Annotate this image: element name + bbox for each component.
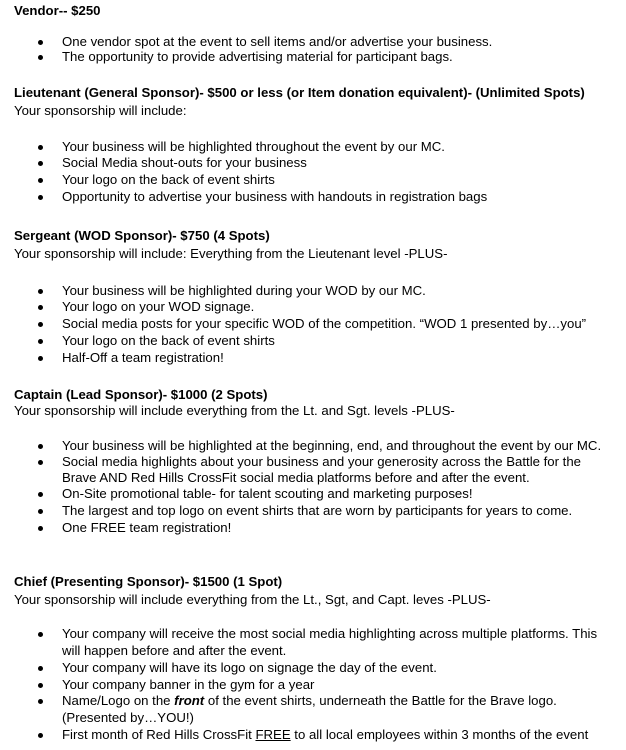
bullet-icon — [38, 178, 43, 183]
bullet-icon — [38, 492, 43, 497]
list-item-text: Name/Logo on the — [62, 693, 175, 708]
list-item-text: of the event shirts, underneath the Battle for the Brave logo. — [204, 693, 557, 708]
bullet-icon — [38, 289, 43, 294]
list-item: Your company banner in the gym for a year — [62, 677, 315, 692]
list-item-continuation: (Presented by…YOU!) — [62, 710, 194, 725]
list-item: Opportunity to advertise your business with handouts in registration bags — [62, 189, 488, 204]
bullet-icon — [38, 733, 43, 738]
list-item: Your company will have its logo on signage the day of the event. — [62, 660, 437, 675]
bullet-icon — [38, 55, 43, 60]
bullet-icon — [38, 339, 43, 344]
underlined-free: FREE — [255, 727, 291, 742]
list-item: On-Site promotional table- for talent scouting and marketing purposes! — [62, 486, 473, 501]
section-intro: Your sponsorship will include: Everything from the Lieutenant level -PLUS- — [14, 246, 448, 261]
bullet-icon — [38, 699, 43, 704]
list-item-continuation: will happen before and after the event. — [62, 643, 287, 658]
list-item: Half-Off a team registration! — [62, 350, 224, 365]
section-intro: Your sponsorship will include: — [14, 103, 187, 118]
bullet-icon — [38, 40, 43, 45]
list-item: One FREE team registration! — [62, 520, 232, 535]
bullet-icon — [38, 526, 43, 531]
section-heading-lieutenant: Lieutenant (General Sponsor)- $500 or less (or Item donation equivalent)- (Unlimited Spots) — [14, 85, 585, 100]
list-item: One vendor spot at the event to sell items and/or advertise your business. — [62, 34, 493, 49]
bullet-icon — [38, 444, 43, 449]
list-item — [62, 693, 557, 709]
bullet-icon — [38, 632, 43, 637]
bullet-icon — [38, 460, 43, 465]
section-heading-captain: Captain (Lead Sponsor)- $1000 (2 Spots) — [14, 387, 268, 402]
bullet-icon — [38, 161, 43, 166]
list-item-text: to all local employees within 3 months of the event — [290, 727, 589, 742]
bullet-icon — [38, 666, 43, 671]
bullet-icon — [38, 509, 43, 514]
bullet-icon — [38, 195, 43, 200]
bullet-icon — [38, 322, 43, 327]
list-item: Your business will be highlighted at the beginning, end, and throughout the event by our MC. — [62, 438, 602, 453]
bullet-icon — [38, 683, 43, 688]
bullet-icon — [38, 305, 43, 310]
list-item: The largest and top logo on event shirts that are worn by participants for years to come. — [62, 503, 573, 518]
list-item: Your logo on your WOD signage. — [62, 299, 255, 314]
emphasis-front: front — [174, 693, 205, 708]
list-item-text: First month of Red Hills CrossFit — [62, 727, 256, 742]
list-item: Your company will receive the most social media highlighting across multiple platforms. This — [62, 626, 598, 641]
list-item: Social media highlights about your business and your generosity across the Battle for the — [62, 454, 582, 469]
section-intro: Your sponsorship will include everything from the Lt., Sgt, and Capt. leves -PLUS- — [14, 592, 491, 607]
section-heading-chief: Chief (Presenting Sponsor)- $1500 (1 Spot) — [14, 574, 283, 589]
bullet-icon — [38, 356, 43, 361]
list-item-continuation: Brave AND Red Hills CrossFit social media platforms before and after the event. — [62, 470, 530, 485]
list-item: Your business will be highlighted during your WOD by our MC. — [62, 283, 426, 298]
section-heading-sergeant: Sergeant (WOD Sponsor)- $750 (4 Spots) — [14, 228, 270, 243]
list-item: Social media posts for your specific WOD of the competition. “WOD 1 presented by…you” — [62, 316, 587, 331]
list-item: Your business will be highlighted throughout the event by our MC. — [62, 139, 445, 154]
list-item: The opportunity to provide advertising material for participant bags. — [62, 49, 453, 64]
list-item: Your logo on the back of event shirts — [62, 333, 275, 348]
list-item: Social Media shout-outs for your business — [62, 155, 307, 170]
list-item — [62, 727, 588, 743]
section-heading-vendor: Vendor-- $250 — [14, 3, 101, 18]
bullet-icon — [38, 145, 43, 150]
section-intro: Your sponsorship will include everything from the Lt. and Sgt. levels -PLUS- — [14, 403, 455, 418]
list-item: Your logo on the back of event shirts — [62, 172, 275, 187]
